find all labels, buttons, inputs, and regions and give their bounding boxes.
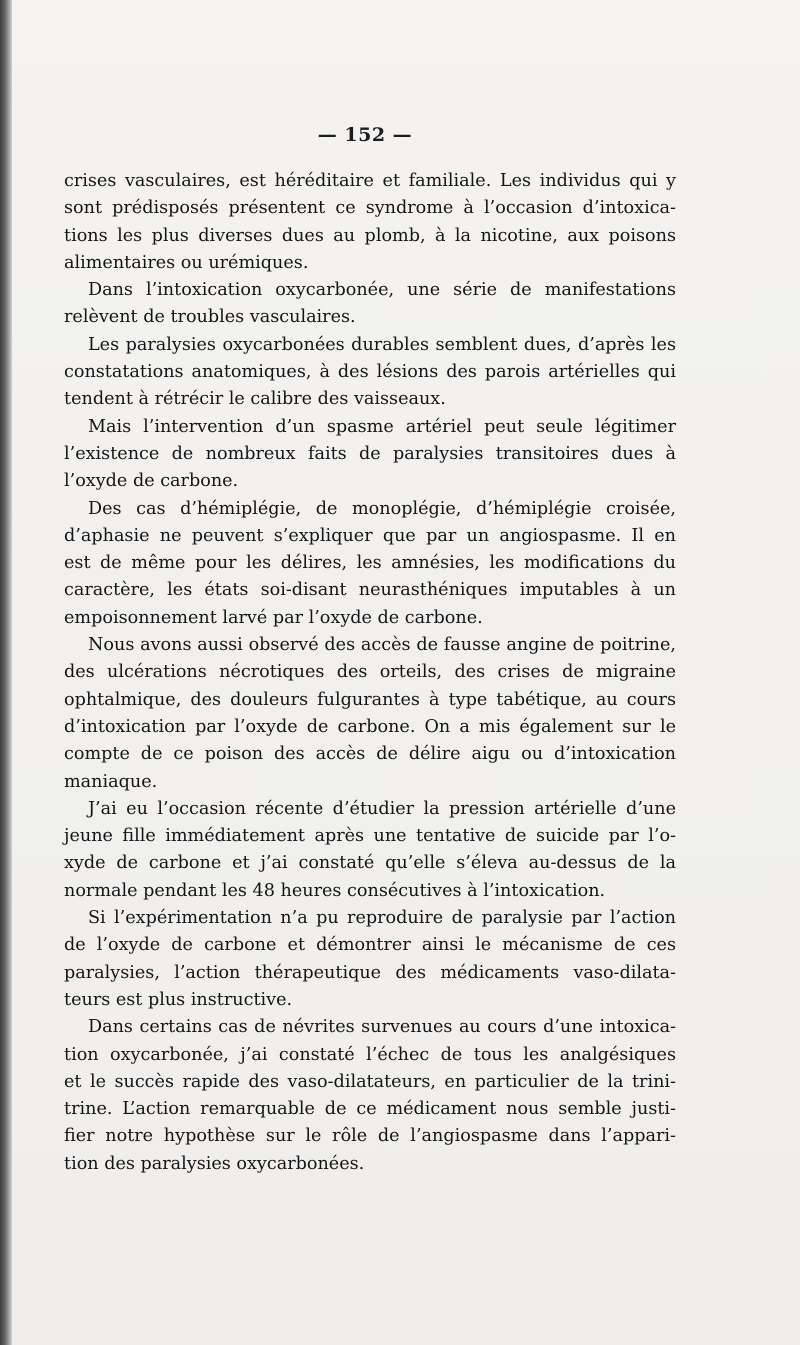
text-line: l’existence de nombreux faits de paralysies transitoires dues à [64, 443, 676, 464]
paragraph-8 [64, 905, 676, 1014]
text-line: trine. L’action remarquable de ce médicament nous semble justi- [64, 1099, 676, 1120]
paragraph-2 [64, 277, 676, 332]
text-line: empoisonnement larvé par l’oxyde de carbone. [64, 607, 483, 628]
paragraph-5 [64, 496, 676, 632]
text-line: xyde de carbone et j’ai constaté qu’elle s’éleva au-dessus de la [64, 853, 676, 874]
text-line: tion oxycarbonée, j’ai constaté l’échec de tous les analgésiques [64, 1044, 676, 1065]
paragraph-9 [64, 1014, 676, 1178]
page-binding-edge [0, 0, 12, 1345]
paragraph-1 [64, 168, 676, 277]
paragraph-4 [64, 414, 676, 496]
text-line: alimentaires ou urémiques. [64, 252, 309, 273]
text-line: paralysies, l’action thérapeutique des médicaments vaso-dilata- [64, 962, 676, 983]
text-line: caractère, les états soi-disant neurasthéniques imputables à un [64, 580, 676, 601]
text-line: tendent à rétrécir le calibre des vaisseaux. [64, 389, 446, 410]
text-line: et le succès rapide des vaso-dilatateurs, en particulier de la trini- [64, 1071, 676, 1092]
text-line: compte de ce poison des accès de délire aigu ou d’intoxication [64, 744, 676, 765]
body-text [64, 168, 676, 1178]
text-line: d’intoxication par l’oxyde de carbone. On a mis également sur le [64, 716, 676, 737]
text-line: maniaque. [64, 771, 158, 792]
text-line: Dans certains cas de névrites survenues au cours d’une intoxica- [88, 1017, 676, 1038]
text-line: Les paralysies oxycarbonées durables semblent dues, d’après les [88, 334, 676, 355]
text-line: ophtalmique, des douleurs fulgurantes à type tabétique, au cours [64, 689, 676, 710]
text-line: des ulcérations nécrotiques des orteils, des crises de migraine [64, 662, 676, 683]
paragraph-3 [64, 332, 676, 414]
paragraph-6 [64, 632, 676, 796]
text-line: relèvent de troubles vasculaires. [64, 307, 356, 328]
text-line: J’ai eu l’occasion récente d’étudier la pression artérielle d’une [88, 798, 676, 819]
text-line: crises vasculaires, est héréditaire et familiale. Les individus qui y [64, 171, 676, 191]
text-line: est de même pour les délires, les amnésies, les modifications du [64, 553, 676, 574]
page-number: — 152 — [317, 124, 413, 146]
text-line: Dans l’intoxication oxycarbonée, une série de manifestations [88, 280, 676, 301]
text-line: Des cas d’hémiplégie, de monoplégie, d’hémiplégie croisée, [88, 498, 676, 519]
text-line: normale pendant les 48 heures consécutives à l’intoxication. [64, 880, 606, 901]
text-line: Mais l’intervention d’un spasme artériel peut seule légitimer [88, 416, 676, 437]
text-line: constatations anatomiques, à des lésions des parois artérielles qui [64, 362, 676, 383]
text-line: d’aphasie ne peuvent s’expliquer que par un angiospasme. Il en [64, 525, 676, 546]
paragraph-7 [64, 796, 676, 905]
text-line: teurs est plus instructive. [64, 989, 293, 1010]
text-line: de l’oxyde de carbone et démontrer ainsi le mécanisme de ces [64, 935, 676, 956]
text-line: fier notre hypothèse sur le rôle de l’angiospasme dans l’appari- [64, 1126, 676, 1147]
text-line: Nous avons aussi observé des accès de fausse angine de poitrine, [88, 635, 676, 656]
text-line: Si l’expérimentation n’a pu reproduire de paralysie par l’action [88, 908, 676, 929]
text-line: jeune fille immédiatement après une tentative de suicide par l’o- [64, 826, 676, 847]
text-line: sont prédisposés présentent ce syndrome à l’occasion d’intoxica- [64, 198, 676, 219]
text-line: tions les plus diverses dues au plomb, à la nicotine, aux poisons [64, 225, 676, 246]
text-line: l’oxyde de carbone. [64, 471, 239, 492]
text-line: tion des paralysies oxycarbonées. [64, 1153, 365, 1174]
